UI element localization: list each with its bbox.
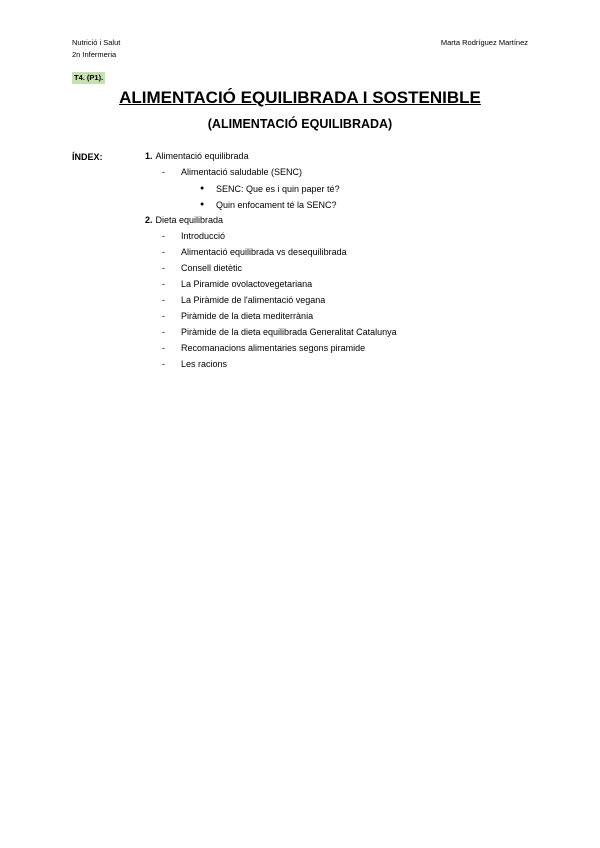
dash-marker: - — [162, 343, 165, 353]
item-label: Alimentació equilibrada vs desequilibrada — [181, 247, 347, 257]
dash-marker: - — [162, 231, 165, 241]
index-label: ÍNDEX: — [72, 152, 103, 162]
topic-tag: T4. (P1). — [74, 73, 104, 82]
section-number: 2. — [145, 215, 153, 225]
item-label: La Piràmide de l'alimentació vegana — [181, 295, 326, 305]
header-left — [72, 37, 120, 61]
dash-marker: - — [162, 279, 165, 289]
item-label: Recomanacions alimentaries segons piramide — [181, 343, 366, 353]
course-year: 2n Infermeria — [72, 50, 117, 59]
dash-marker: - — [162, 359, 165, 369]
item-label: Introducció — [181, 231, 226, 241]
item-label: La Piramide ovolactovegetariana — [181, 279, 313, 289]
bullet-icon: ● — [200, 185, 205, 192]
dash-marker: - — [162, 247, 165, 257]
section-1 — [145, 150, 249, 162]
item-label: Piràmide de la dieta equilibrada Generalitat Catalunya — [181, 327, 397, 337]
section-2 — [145, 214, 223, 226]
dash-marker: - — [162, 167, 165, 177]
bullet-icon: ● — [200, 201, 205, 208]
page-title: ALIMENTACIÓ EQUILIBRADA I SOSTENIBLE — [119, 88, 481, 107]
item-label: Alimentació saludable (SENC) — [181, 167, 303, 177]
bullet-label: SENC: Que es i quin paper té? — [216, 184, 340, 194]
author-name: Marta Rodríguez Martínez — [440, 38, 528, 47]
dash-marker: - — [162, 295, 165, 305]
section-number: 1. — [145, 151, 153, 161]
item-label: Piràmide de la dieta mediterrània — [181, 311, 314, 321]
dash-marker: - — [162, 263, 165, 273]
item-label: Consell dietètic — [181, 263, 243, 273]
bullet-label: Quin enfocament té la SENC? — [216, 200, 337, 210]
section-label: Dieta equilibrada — [155, 215, 224, 225]
course-name: Nutrició i Salut — [72, 38, 121, 47]
page-subtitle: (ALIMENTACIÓ EQUILIBRADA) — [207, 117, 393, 131]
dash-marker: - — [162, 311, 165, 321]
dash-marker: - — [162, 327, 165, 337]
item-label: Les racions — [181, 359, 228, 369]
section-label: Alimentació equilibrada — [155, 151, 249, 161]
